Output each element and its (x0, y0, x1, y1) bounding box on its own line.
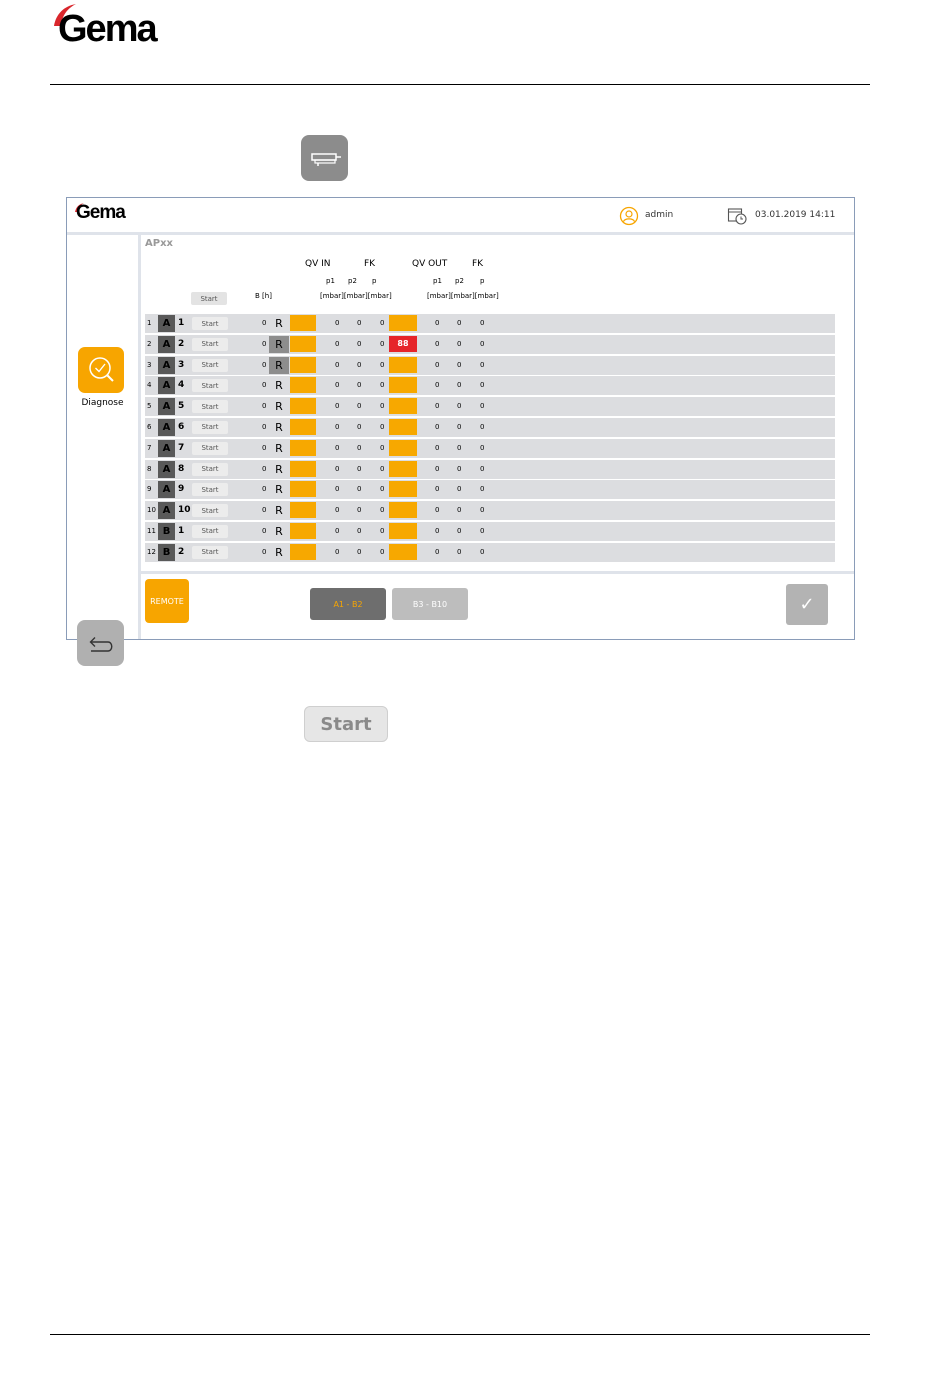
confirm-button[interactable]: ✓ (786, 584, 828, 625)
qv-out-value: 0 (480, 506, 485, 515)
qv-in-status (290, 357, 316, 373)
table-row (145, 460, 835, 479)
qv-in-value: 0 (357, 547, 362, 556)
qv-in-value: 0 (335, 422, 340, 431)
start-button[interactable]: Start (304, 706, 388, 742)
main-panel (141, 235, 854, 571)
qv-out-value: 0 (457, 319, 462, 327)
row-index: 11 (147, 526, 156, 535)
gun-number: 6 (178, 421, 185, 432)
qv-out-value: 0 (457, 422, 462, 431)
qv-out-value: 0 (435, 339, 440, 348)
qv-out-value: 0 (457, 485, 462, 494)
qv-in-value: 0 (380, 360, 385, 369)
group-badge: A (158, 502, 175, 519)
gun-number: 9 (178, 484, 185, 495)
gun-control-button[interactable] (301, 135, 348, 181)
fk-status (389, 502, 417, 518)
operating-hours: 0 (262, 526, 267, 535)
group-badge: A (158, 461, 175, 478)
remote-button[interactable]: REMOTE (145, 579, 189, 623)
calendar-clock-icon[interactable] (727, 206, 749, 226)
row-start-button[interactable]: Start (192, 421, 228, 434)
qv-in-value: 0 (380, 443, 385, 452)
reset-toggle[interactable]: R (275, 441, 283, 455)
qv-in-value: 0 (380, 506, 385, 515)
gun-number: 2 (178, 546, 185, 557)
qv-out-value: 0 (480, 443, 485, 452)
p1-label: p1 (326, 277, 335, 285)
user-icon[interactable] (619, 206, 639, 226)
p-out-label: p (480, 277, 485, 285)
qv-in-status (290, 440, 316, 456)
reset-toggle[interactable]: R (275, 483, 283, 497)
row-index: 8 (147, 464, 152, 473)
qv-in-value: 0 (380, 381, 385, 390)
reset-toggle[interactable]: R (275, 504, 283, 518)
qv-out-value: 0 (457, 526, 462, 535)
row-start-button[interactable]: Start (192, 400, 228, 413)
group-badge: A (158, 440, 175, 457)
row-start-button[interactable]: Start (192, 504, 228, 517)
fk-status (389, 377, 417, 393)
row-start-button[interactable]: Start (192, 463, 228, 476)
row-start-button[interactable]: Start (192, 359, 228, 372)
qv-in-value: 0 (357, 422, 362, 431)
qv-out-value: 0 (480, 547, 485, 556)
row-start-button[interactable]: Start (192, 525, 228, 538)
b-hours-label: B [h] (255, 292, 272, 300)
header-rule (50, 84, 870, 85)
table-row (145, 418, 835, 437)
fk-status (389, 315, 417, 331)
gun-number: 1 (178, 525, 185, 536)
operating-hours: 0 (262, 339, 267, 348)
left-sidebar (67, 235, 138, 639)
footer-divider (141, 571, 854, 574)
qv-in-value: 0 (335, 339, 340, 348)
qv-in-value: 0 (357, 381, 362, 390)
operating-hours: 0 (262, 402, 267, 411)
operating-hours: 0 (262, 360, 267, 369)
group-badge: A (158, 481, 175, 498)
qv-in-value: 0 (357, 506, 362, 515)
table-row (145, 501, 835, 520)
row-index: 3 (147, 360, 152, 369)
footer-rule (50, 1334, 870, 1335)
qv-in-value: 0 (357, 485, 362, 494)
reset-toggle[interactable]: R (275, 462, 283, 476)
qv-in-status (290, 377, 316, 393)
magnifier-check-icon (78, 347, 124, 393)
qv-out-value: 0 (435, 506, 440, 515)
qv-in-status (290, 502, 316, 518)
diagnose-button[interactable] (78, 347, 124, 393)
row-index: 7 (147, 443, 152, 452)
qv-out-value: 0 (457, 402, 462, 411)
qv-out-value: 0 (435, 464, 440, 473)
table-row (145, 314, 835, 333)
reset-toggle[interactable]: R (275, 420, 283, 434)
diagnose-label: Diagnose (81, 398, 124, 408)
diagnose-screen (66, 197, 855, 640)
reset-toggle[interactable]: R (269, 357, 289, 374)
qv-in-value: 0 (335, 443, 340, 452)
qv-in-value: 0 (380, 422, 385, 431)
row-start-button[interactable]: Start (192, 483, 228, 496)
fk-status (389, 357, 417, 373)
table-row (145, 356, 835, 375)
user-name: admin (645, 210, 674, 220)
group-badge: B (158, 523, 175, 540)
operating-hours: 0 (262, 506, 267, 515)
group-badge: B (158, 544, 175, 561)
qv-out-value: 0 (435, 443, 440, 452)
qv-in-value: 0 (335, 506, 340, 515)
gun-number: 4 (178, 380, 185, 391)
qv-in-value: 0 (380, 547, 385, 556)
gun-number: 2 (178, 338, 185, 349)
qv-out-value: 0 (480, 485, 485, 494)
qv-in-value: 0 (335, 360, 340, 369)
group-badge: A (158, 419, 175, 436)
row-start-button[interactable]: Start (192, 317, 228, 330)
qv-out-value: 0 (480, 402, 485, 411)
page-title: APxx (145, 238, 173, 249)
qv-in-value: 0 (380, 319, 385, 327)
qv-out-value: 0 (457, 506, 462, 515)
back-arrow-icon (77, 620, 124, 666)
qv-in-value: 0 (335, 547, 340, 556)
spray-gun-icon (301, 135, 348, 181)
qv-in-value: 0 (335, 485, 340, 494)
screen-brand: Gema (76, 202, 125, 223)
qv-in-status (290, 419, 316, 435)
group-badge: A (158, 336, 175, 353)
p2-label: p2 (348, 277, 357, 285)
qv-out-value: 0 (457, 360, 462, 369)
row-index: 9 (147, 485, 152, 494)
qv-in-value: 0 (357, 464, 362, 473)
operating-hours: 0 (262, 443, 267, 452)
qv-in-status (290, 523, 316, 539)
row-start-button[interactable]: Start (192, 442, 228, 455)
qv-in-value: 0 (335, 319, 340, 327)
qv-out-value: 0 (435, 485, 440, 494)
qv-out-value: 0 (480, 381, 485, 390)
fk-status (389, 544, 417, 560)
fk-status (389, 440, 417, 456)
qv-out-value: 0 (457, 381, 462, 390)
qv-in-value: 0 (380, 464, 385, 473)
p1-out-label: p1 (433, 277, 442, 285)
table-row (145, 397, 835, 416)
qv-out-value: 0 (435, 422, 440, 431)
qv-in-value: 0 (357, 319, 362, 327)
qv-in-status (290, 315, 316, 331)
fk-heading-1: FK (364, 259, 376, 269)
qv-out-value: 0 (480, 464, 485, 473)
qv-in-value: 0 (335, 402, 340, 411)
gun-number: 3 (178, 359, 185, 370)
fk-status (389, 523, 417, 539)
qv-in-value: 0 (380, 339, 385, 348)
tab-b3-b10[interactable]: B3 - B10 (392, 588, 468, 620)
reset-toggle[interactable]: R (275, 317, 283, 330)
tab-a1-b2[interactable]: A1 - B2 (310, 588, 386, 620)
qv-out-value: 0 (480, 339, 485, 348)
gun-number: 8 (178, 463, 185, 474)
qv-in-value: 0 (335, 526, 340, 535)
qv-in-heading: QV IN (305, 259, 331, 269)
gun-number: 1 (178, 318, 185, 328)
row-index: 4 (147, 381, 152, 390)
logo-text: Gema (58, 8, 156, 50)
p-label: p (372, 277, 377, 285)
qv-in-status (290, 336, 316, 352)
qv-in-value: 0 (380, 402, 385, 411)
qv-out-value: 0 (457, 443, 462, 452)
fk-status (389, 398, 417, 414)
qv-out-value: 0 (457, 464, 462, 473)
qv-in-value: 0 (335, 464, 340, 473)
qv-out-value: 0 (480, 526, 485, 535)
qv-out-value: 0 (457, 339, 462, 348)
fk-status (389, 461, 417, 477)
row-start-button[interactable]: Start (192, 379, 228, 392)
table-row (145, 543, 835, 562)
row-index: 12 (147, 547, 156, 556)
fk-status (389, 419, 417, 435)
reset-toggle[interactable]: R (269, 336, 289, 353)
group-badge: A (158, 377, 175, 394)
row-index: 5 (147, 402, 152, 411)
qv-out-heading: QV OUT (412, 259, 448, 269)
gun-number: 7 (178, 442, 185, 453)
operating-hours: 0 (262, 319, 267, 327)
qv-out-value: 0 (480, 319, 485, 327)
operating-hours: 0 (262, 547, 267, 556)
qv-out-value: 0 (435, 381, 440, 390)
row-start-button[interactable]: Start (192, 338, 228, 351)
qv-in-value: 0 (357, 443, 362, 452)
group-badge: A (158, 357, 175, 374)
p2-out-label: p2 (455, 277, 464, 285)
qv-in-value: 0 (335, 381, 340, 390)
qv-in-status (290, 461, 316, 477)
datetime: 03.01.2019 14:11 (755, 210, 836, 220)
reset-toggle[interactable]: R (275, 545, 283, 559)
table-row (145, 439, 835, 458)
row-index: 6 (147, 422, 152, 431)
qv-out-value: 0 (435, 402, 440, 411)
fk-status (389, 481, 417, 497)
operating-hours: 0 (262, 381, 267, 390)
qv-out-value: 0 (435, 526, 440, 535)
gun-number: 5 (178, 401, 185, 412)
qv-in-value: 0 (357, 402, 362, 411)
table-row (145, 335, 835, 354)
qv-in-status (290, 398, 316, 414)
row-index: 2 (147, 339, 152, 348)
row-index: 1 (147, 319, 152, 327)
back-button[interactable] (77, 620, 124, 666)
qv-in-status (290, 481, 316, 497)
qv-in-value: 0 (380, 485, 385, 494)
qv-in-value: 0 (357, 526, 362, 535)
table-row (145, 376, 835, 395)
table-row (145, 480, 835, 499)
fk-heading-2: FK (472, 259, 484, 269)
group-badge: A (158, 315, 175, 332)
qv-out-value: 0 (435, 319, 440, 327)
group-badge: A (158, 398, 175, 415)
qv-in-value: 0 (380, 526, 385, 535)
operating-hours: 0 (262, 464, 267, 473)
qv-in-status (290, 544, 316, 560)
qv-out-value: 0 (435, 547, 440, 556)
row-start-button[interactable]: Start (192, 546, 228, 559)
qv-out-value: 0 (480, 360, 485, 369)
qv-in-value: 0 (357, 360, 362, 369)
qv-out-value: 0 (480, 422, 485, 431)
table-row (145, 522, 835, 541)
mbar-in-units: [mbar][mbar][mbar] (320, 292, 392, 300)
gun-number: 10 (178, 505, 191, 516)
qv-out-value: 0 (435, 360, 440, 369)
operating-hours: 0 (262, 485, 267, 494)
reset-toggle[interactable]: R (275, 524, 283, 538)
start-all-button[interactable]: Start (191, 292, 227, 305)
qv-in-value: 0 (357, 339, 362, 348)
gema-logo (50, 0, 180, 50)
operating-hours: 0 (262, 422, 267, 431)
reset-toggle[interactable]: R (275, 400, 283, 414)
fk-status: 88 (389, 336, 417, 352)
row-index: 10 (147, 506, 156, 515)
qv-out-value: 0 (457, 547, 462, 556)
screen-header (67, 198, 854, 232)
mbar-out-units: [mbar][mbar][mbar] (427, 292, 499, 300)
gun-table (145, 314, 835, 564)
reset-toggle[interactable]: R (275, 379, 283, 393)
